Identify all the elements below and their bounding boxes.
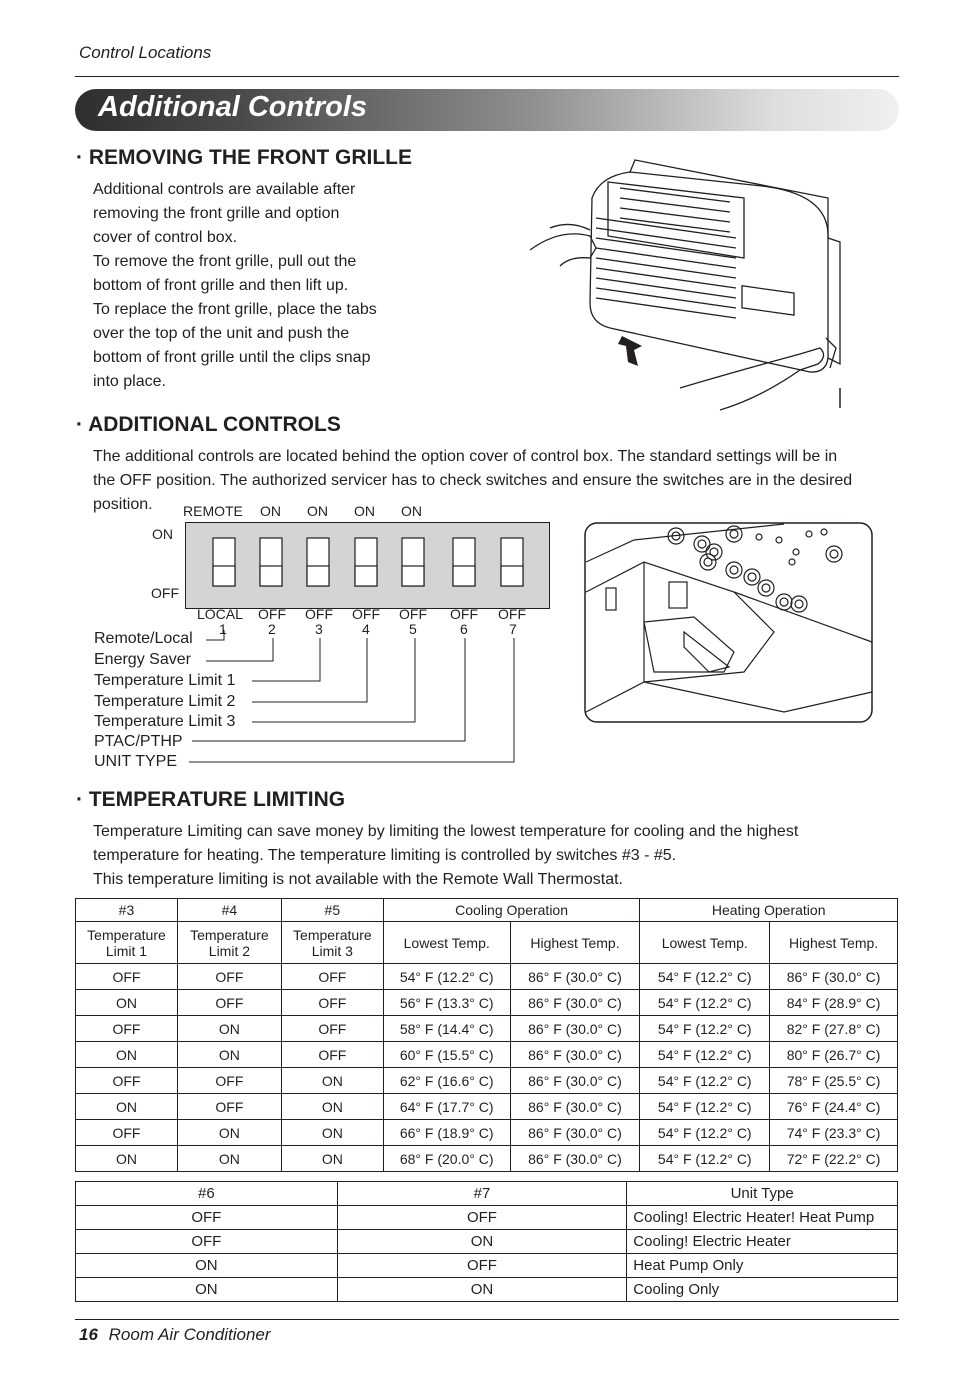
table-header-cell: #6 [76, 1182, 338, 1206]
table-header-cell: #4 [177, 899, 281, 922]
table-cell: 72° F (22.2° C) [770, 1146, 898, 1172]
table-cell: ON [281, 1094, 383, 1120]
table-cell: OFF [281, 964, 383, 990]
table-cell: OFF [281, 990, 383, 1016]
switch-number: 1 [219, 621, 227, 637]
switch-number: 5 [409, 621, 417, 637]
table-cell: 80° F (26.7° C) [770, 1042, 898, 1068]
table-cell: 76° F (24.4° C) [770, 1094, 898, 1120]
switch-top-label: ON [354, 503, 375, 519]
table-cell: OFF [281, 1016, 383, 1042]
table-row [76, 1278, 898, 1302]
switch-number: 4 [362, 621, 370, 637]
table-cell: OFF [76, 1206, 338, 1230]
table-cell: OFF [76, 964, 178, 990]
function-label: UNIT TYPE [94, 753, 177, 770]
switch-bottom-label: OFF [450, 606, 478, 622]
table-row [76, 990, 898, 1016]
switch-bottom-label: OFF [399, 606, 427, 622]
table-cell: Cooling Only [627, 1278, 898, 1302]
table-cell: ON [76, 1254, 338, 1278]
grille-line: Additional controls are available after [93, 181, 356, 198]
table-cell: ON [177, 1120, 281, 1146]
table-cell: 54° F (12.2° C) [640, 1120, 770, 1146]
table-header-cell: Unit Type [627, 1182, 898, 1206]
page-title: Additional Controls [98, 91, 368, 123]
grille-line: removing the front grille and option [93, 205, 340, 222]
table-cell: 58° F (14.4° C) [383, 1016, 510, 1042]
footer-rule [75, 1319, 899, 1320]
limiting-heading-text: TEMPERATURE LIMITING [88, 788, 346, 811]
table-cell: OFF [177, 990, 281, 1016]
table-header-cell: Highest Temp. [510, 922, 640, 964]
switch-bottom-label: OFF [258, 606, 286, 622]
function-label: Temperature Limit 3 [94, 713, 236, 730]
table-header-cell: #3 [76, 899, 178, 922]
limiting-line: temperature for heating. The temperature limiting is controlled by switches #3 - #5. [93, 847, 677, 864]
section-header: Control Locations [79, 43, 212, 62]
function-label: Energy Saver [94, 651, 191, 668]
table-cell: OFF [76, 1068, 178, 1094]
table-cell: 62° F (16.6° C) [383, 1068, 510, 1094]
table-cell: 86° F (30.0° C) [510, 1120, 640, 1146]
table-cell: 78° F (25.5° C) [770, 1068, 898, 1094]
grille-line: into place. [93, 373, 166, 390]
table-header-cell: #5 [281, 899, 383, 922]
grille-line: over the top of the unit and push the [93, 325, 350, 342]
function-label: Temperature Limit 2 [94, 693, 236, 710]
table-header-cell: Temperature Limit 3 [281, 922, 383, 964]
switch-number: 6 [460, 621, 468, 637]
table-cell: 66° F (18.9° C) [383, 1120, 510, 1146]
function-label: Remote/Local [94, 630, 193, 647]
switch-number: 3 [315, 621, 323, 637]
table-cell: ON [281, 1068, 383, 1094]
table-cell: OFF [337, 1206, 627, 1230]
table-cell: 68° F (20.0° C) [383, 1146, 510, 1172]
additional-line: The additional controls are located behind the option cover of control box. The standard settings will be in [93, 448, 838, 465]
additional-heading-text: ADDITIONAL CONTROLS [88, 413, 341, 436]
page-number: 16 [79, 1325, 98, 1344]
switch-off-label: OFF [151, 585, 179, 601]
table-row [76, 1146, 898, 1172]
table-row [76, 1230, 898, 1254]
table-cell: 74° F (23.3° C) [770, 1120, 898, 1146]
table-header-cell: Temperature Limit 2 [177, 922, 281, 964]
function-label: Temperature Limit 1 [94, 672, 236, 689]
table-row [76, 1254, 898, 1278]
table-cell: 54° F (12.2° C) [383, 964, 510, 990]
table-row [76, 1094, 898, 1120]
table-cell: OFF [281, 1042, 383, 1068]
table-cell: Cooling! Electric Heater [627, 1230, 898, 1254]
switch-on-label: ON [152, 526, 173, 542]
table-header-cell: Temperature Limit 1 [76, 922, 178, 964]
table-cell: ON [337, 1278, 627, 1302]
table-cell: ON [281, 1120, 383, 1146]
table-cell: 64° F (17.7° C) [383, 1094, 510, 1120]
table-cell: ON [177, 1146, 281, 1172]
table-cell: ON [337, 1230, 627, 1254]
table-cell: ON [76, 990, 178, 1016]
table-cell: OFF [177, 1068, 281, 1094]
switch-top-label: ON [401, 503, 422, 519]
switch-bottom-label: OFF [498, 606, 526, 622]
limiting-paragraph [93, 820, 903, 892]
grille-line: cover of control box. [93, 229, 238, 246]
table-cell: ON [76, 1146, 178, 1172]
table-cell: ON [76, 1042, 178, 1068]
table-header-cell: Highest Temp. [770, 922, 898, 964]
table-cell: 54° F (12.2° C) [640, 964, 770, 990]
switch-top-label: ON [260, 503, 281, 519]
table-cell: 54° F (12.2° C) [640, 990, 770, 1016]
table-cell: 54° F (12.2° C) [640, 1016, 770, 1042]
table-header-row [76, 1182, 898, 1206]
table-cell: OFF [76, 1016, 178, 1042]
table-row [76, 1016, 898, 1042]
table-cell: 86° F (30.0° C) [510, 1094, 640, 1120]
table-cell: 86° F (30.0° C) [510, 1068, 640, 1094]
additional-line: position. [93, 496, 153, 513]
table-cell: Cooling! Electric Heater! Heat Pump [627, 1206, 898, 1230]
grille-line: To remove the front grille, pull out the [93, 253, 357, 270]
table-cell: 54° F (12.2° C) [640, 1042, 770, 1068]
temperature-limit-table [75, 898, 898, 1172]
table-row [76, 1068, 898, 1094]
table-cell: OFF [76, 1120, 178, 1146]
control-box-illustration [584, 522, 874, 724]
grille-line: To replace the front grille, place the tabs [93, 301, 377, 318]
table-cell: 86° F (30.0° C) [510, 1146, 640, 1172]
table-cell: 86° F (30.0° C) [510, 1042, 640, 1068]
table-header-cell: Lowest Temp. [640, 922, 770, 964]
table-cell: 84° F (28.9° C) [770, 990, 898, 1016]
table-row [76, 964, 898, 990]
table-cell: Heat Pump Only [627, 1254, 898, 1278]
table-header-cell: #7 [337, 1182, 627, 1206]
additional-line: the OFF position. The authorized servicer has to check switches and ensure the switches are in the desired [93, 472, 853, 489]
table-cell: ON [76, 1094, 178, 1120]
table-cell: 86° F (30.0° C) [770, 964, 898, 990]
table-cell: 54° F (12.2° C) [640, 1146, 770, 1172]
page-footer [79, 1325, 271, 1345]
limiting-line: This temperature limiting is not available with the Remote Wall Thermostat. [93, 871, 623, 888]
table-cell: 86° F (30.0° C) [510, 964, 640, 990]
switch-top-label: ON [307, 503, 328, 519]
unit-type-table [75, 1181, 898, 1302]
table-cell: ON [281, 1146, 383, 1172]
switch-number: 7 [509, 621, 517, 637]
table-cell: OFF [177, 964, 281, 990]
switch-number: 2 [268, 621, 276, 637]
table-header-row [76, 899, 898, 922]
limiting-line: Temperature Limiting can save money by limiting the lowest temperature for cooling and the highest [93, 823, 799, 840]
switch-top-label: REMOTE [183, 503, 243, 519]
table-row [76, 1120, 898, 1146]
switch-bottom-label: OFF [352, 606, 380, 622]
table-cell: 56° F (13.3° C) [383, 990, 510, 1016]
table-header-cell: Cooling Operation [383, 899, 640, 922]
table-cell: OFF [177, 1094, 281, 1120]
table-cell: ON [76, 1278, 338, 1302]
table-cell: 82° F (27.8° C) [770, 1016, 898, 1042]
table-cell: 60° F (15.5° C) [383, 1042, 510, 1068]
grille-heading-text: REMOVING THE FRONT GRILLE [88, 146, 412, 169]
additional-heading: · ADDITIONAL CONTROLS [76, 413, 341, 436]
limiting-heading: · TEMPERATURE LIMITING [76, 788, 346, 811]
grille-heading: · REMOVING THE FRONT GRILLE [76, 146, 412, 169]
table-cell: OFF [76, 1230, 338, 1254]
grille-line: bottom of front grille until the clips snap [93, 349, 371, 366]
table-cell: OFF [337, 1254, 627, 1278]
grille-line: bottom of front grille and then lift up. [93, 277, 349, 294]
table-row [76, 1206, 898, 1230]
footer-title: Room Air Conditioner [108, 1325, 271, 1344]
table-header-cell: Heating Operation [640, 899, 898, 922]
table-cell: 86° F (30.0° C) [510, 1016, 640, 1042]
table-header-row [76, 922, 898, 964]
switch-bottom-label: LOCAL [197, 606, 243, 622]
switch-bottom-label: OFF [305, 606, 333, 622]
table-header-cell: Lowest Temp. [383, 922, 510, 964]
table-row [76, 1042, 898, 1068]
table-cell: ON [177, 1016, 281, 1042]
function-label: PTAC/PTHP [94, 733, 183, 750]
table-cell: 54° F (12.2° C) [640, 1068, 770, 1094]
table-cell: ON [177, 1042, 281, 1068]
table-cell: 54° F (12.2° C) [640, 1094, 770, 1120]
table-cell: 86° F (30.0° C) [510, 990, 640, 1016]
